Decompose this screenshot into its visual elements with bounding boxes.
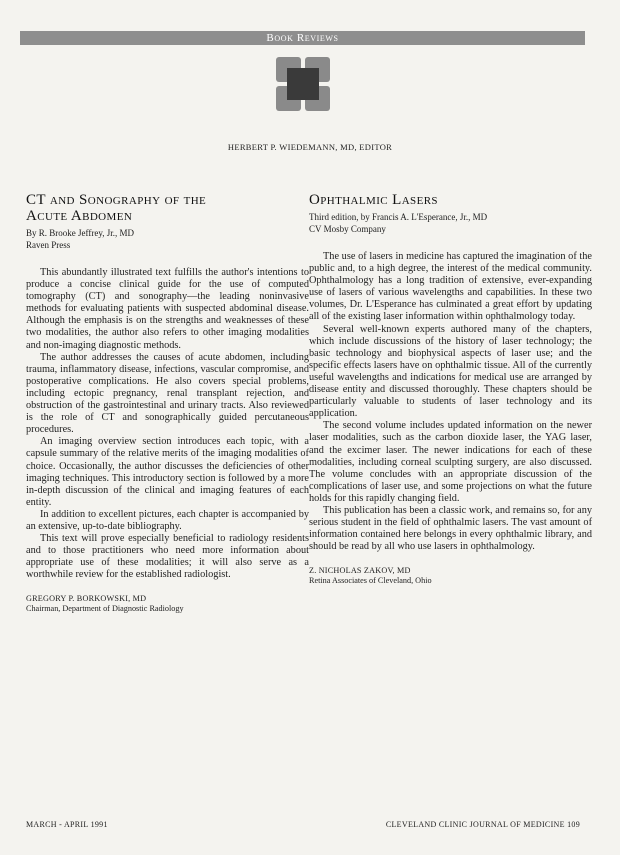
review-title-line1: CT and Sonography of the (26, 192, 207, 208)
review-body (309, 251, 592, 553)
review-ct-sonography (26, 192, 309, 614)
footer-journal-page: CLEVELAND CLINIC JOURNAL OF MEDICINE 109 (385, 820, 580, 829)
review-publisher: Raven Press (26, 240, 71, 250)
review-paragraph: This abundantly illustrated text fulfills the author's intentions to produce a concise clinical guide for the use of computed tomography (CT) and sonography—the leading noninvasive methods for evaluating patients with suspected abdominal disease. Although the emphasis is on the strengths and weaknesses of these two modalities, the author also refers to other imaging modalities and non-imaging diagnostic methods. (26, 267, 309, 351)
section-banner: Book Reviews (20, 31, 585, 45)
review-paragraph: This text will prove especially beneficial to radiology residents and to those practitioners who need more information about appropriate use of these modalities; it will also serve as a worthwhile review for the established radiologist. (26, 533, 309, 581)
review-body (26, 267, 309, 581)
review-paragraph: The second volume includes updated information on the newer laser modalities, such as the carbon dioxide laser, the YAG laser, and the excimer laser. The newer indications for each of these modalities, including corneal sculpting surgery, are also discussed. The volume concludes with an appropriate discussion of the complications of laser use, and some projections on what the future holds for this rapidly changing field. (309, 420, 592, 504)
footer-issue-date: MARCH - APRIL 1991 (26, 820, 108, 829)
review-paragraph: In addition to excellent pictures, each chapter is accompanied by an extensive, up-to-date bibliography. (26, 508, 309, 532)
review-paragraph: The author addresses the causes of acute abdomen, including trauma, inflammatory disease, infections, vascular compromise, and postoperative complications. He also covers special problems, including ectopic pregnancy, renal transplant rejection, and obstruction of the gastrointestinal and urinary tracts. Also reviewed is the role of CT and sonographically guided percutaneous procedures. (26, 351, 309, 436)
review-paragraph: This publication has been a classic work, and remains so, for any serious student in the field of ophthalmic lasers. The vast amount of information contained here belongs in every ophthalmic library, and should be read by all who use lasers in ophthalmology. (309, 504, 592, 553)
review-publisher: CV Mosby Company (309, 224, 386, 234)
editor-credit: HERBERT P. WIEDEMANN, MD, EDITOR (227, 142, 393, 152)
review-byline: Third edition, by Francis A. L'Esperance, Jr., MD (309, 212, 488, 222)
review-byline: By R. Brooke Jeffrey, Jr., MD (26, 228, 134, 238)
review-title (26, 192, 309, 224)
reviewer-name: GREGORY P. BORKOWSKI, MD (26, 594, 147, 604)
reviewer-name: Z. NICHOLAS ZAKOV, MD (309, 566, 411, 576)
section-logo-icon (276, 57, 330, 111)
review-paragraph: Several well-known experts authored many of the chapters, which include discussions of the history of laser technology; the basic technology and biophysical aspects of laser use; and the specific effects lasers have on ophthalmic tissue. All of the currently useful wavelengths and indications for medical use are arranged by disease entity and discussed thoroughly. These chapters should be particularly valuable to students of laser technology and its application. (309, 323, 592, 420)
review-paragraph: The use of lasers in medicine has captured the imagination of the public and, to a high degree, the interest of the medical community. Ophthalmology has a long tradition of extensive, ever-expanding use of lasers of various wavelengths and capabilities. In these two volumes, Dr. L'Esperance has culminated a great effort by updating all of the existing laser information within ophthalmology today. (309, 251, 592, 323)
review-paragraph: An imaging overview section introduces each topic, with a capsule summary of the relative merits of the imaging modalities of choice. Occasionally, the author discusses the deficiencies of other imaging techniques. This introductory section is followed by a more in-depth discussion of the clinical and imaging features of each entity. (26, 436, 309, 508)
review-title-line2: Acute Abdomen (26, 208, 133, 224)
reviewer-affiliation: Retina Associates of Cleveland, Ohio (309, 576, 432, 586)
review-ophthalmic-lasers (309, 192, 592, 586)
reviewer-affiliation: Chairman, Department of Diagnostic Radiology (26, 604, 184, 614)
review-title: Ophthalmic Lasers (309, 192, 438, 208)
